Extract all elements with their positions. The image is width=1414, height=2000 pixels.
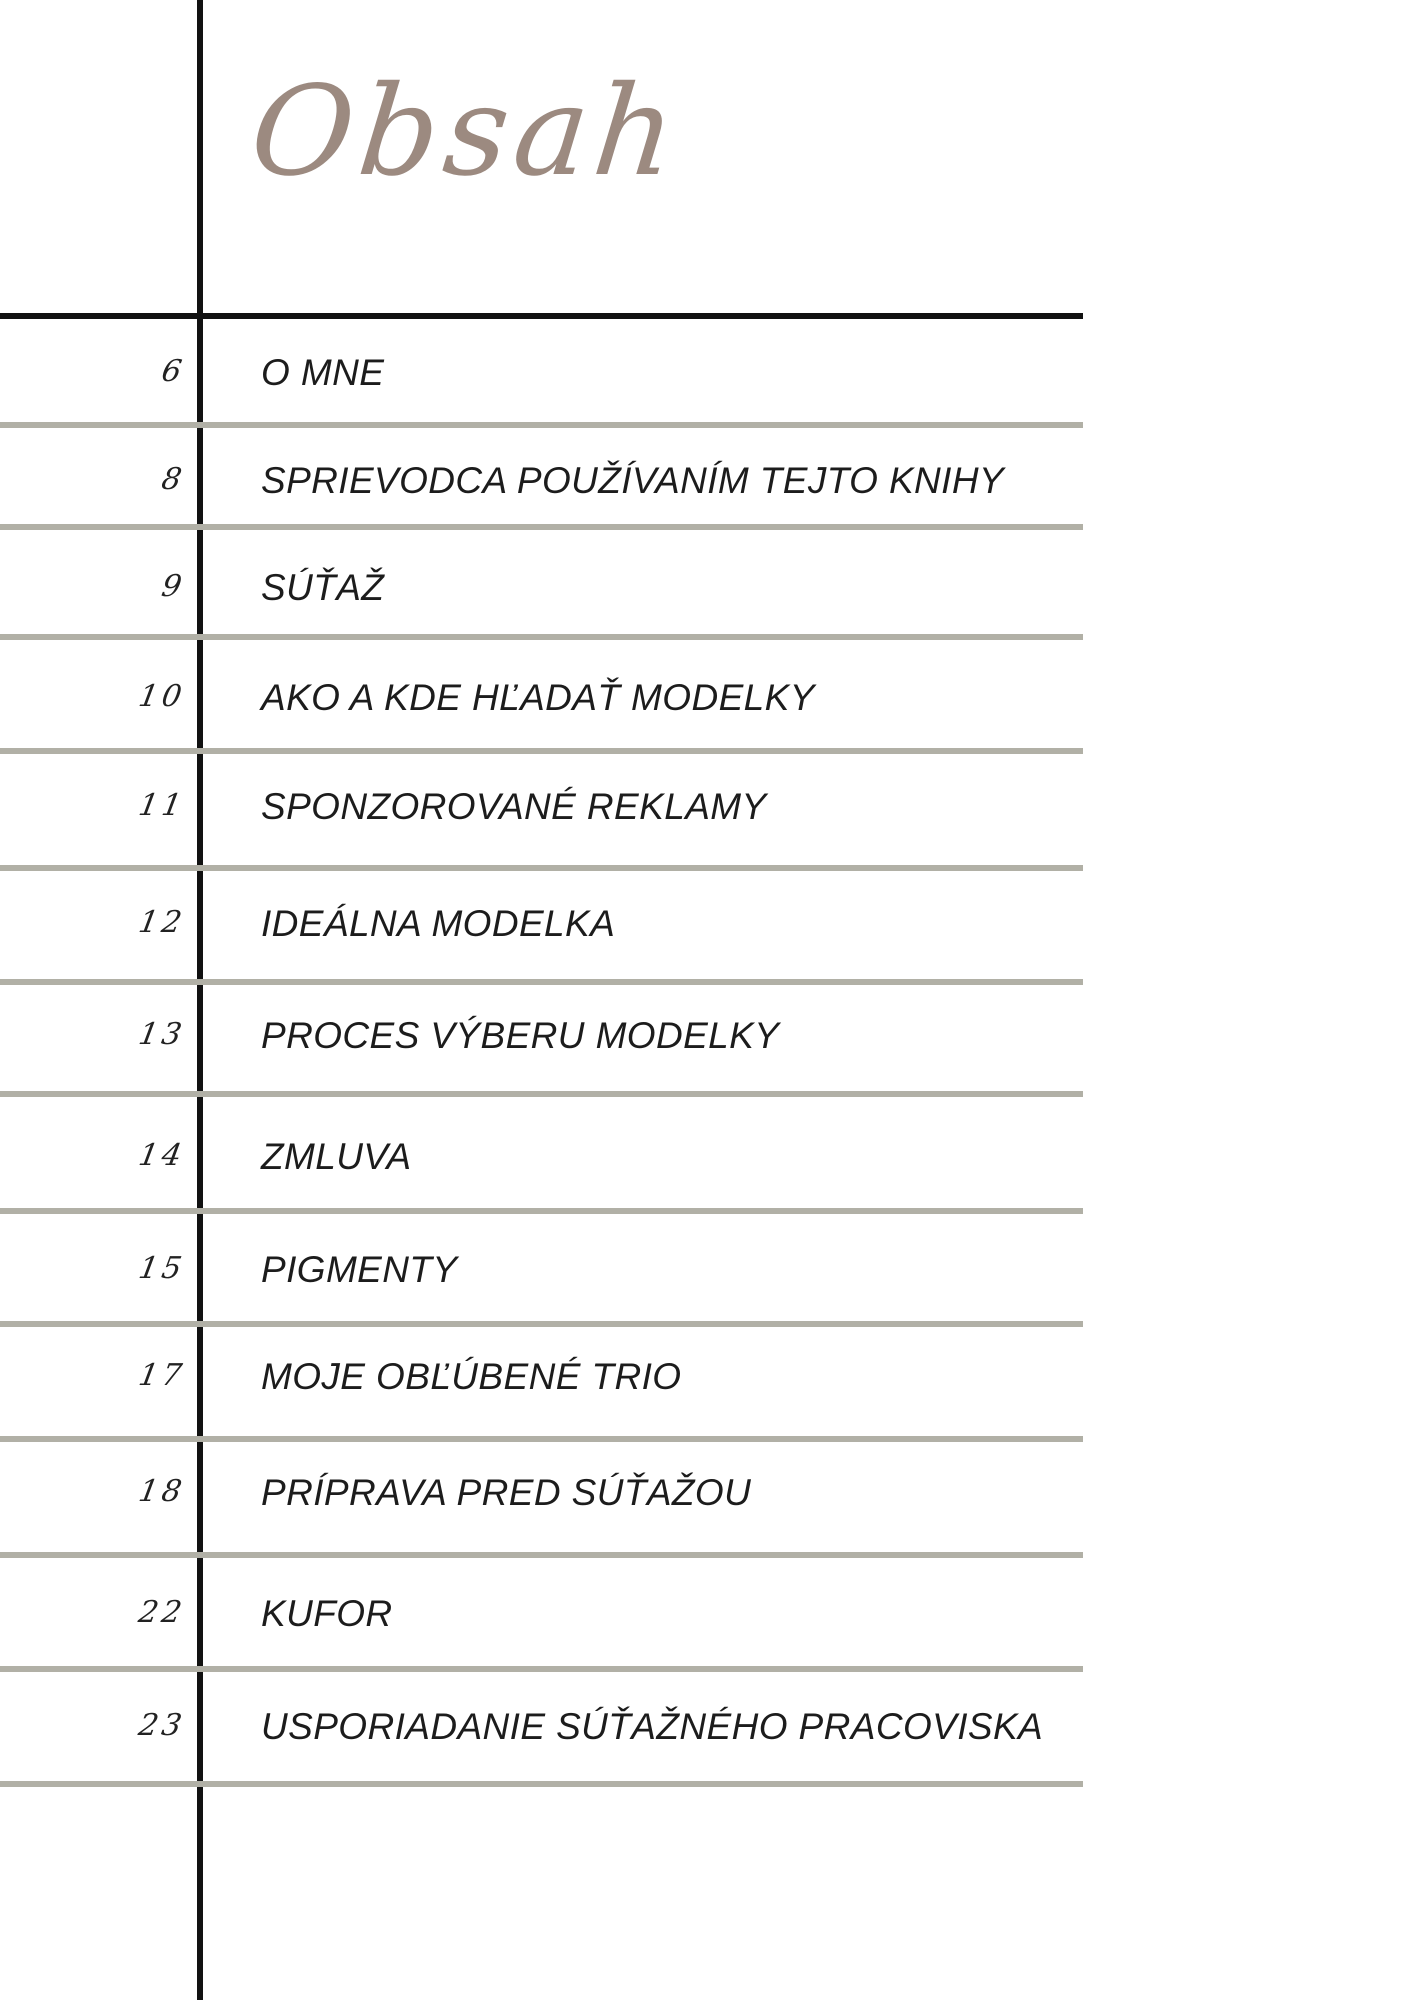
toc-page-number: 8 [158,462,189,497]
toc-entry-label: MOJE OBĽÚBENÉ TRIO [261,1356,682,1397]
toc-entry-label: SÚŤAŽ [261,567,385,608]
toc-separator [0,979,1083,985]
toc-entry-label: AKO A KDE HĽADAŤ MODELKY [261,677,815,718]
toc-page-number: 11 [135,788,189,823]
toc-separator [0,422,1083,428]
toc-entry-label: SPONZOROVANÉ REKLAMY [261,786,767,827]
toc-separator [0,524,1083,530]
toc-page-number: 10 [135,679,189,714]
toc-entry-label: PRÍPRAVA PRED SÚŤAŽOU [261,1472,752,1513]
toc-page-number: 9 [158,569,189,604]
toc-separator [0,1208,1083,1214]
toc-separator [0,1436,1083,1442]
toc-entry-label: SPRIEVODCA POUŽÍVANÍM TEJTO KNIHY [261,460,1005,501]
toc-separator [0,634,1083,640]
toc-page-number: 12 [135,905,189,940]
toc-page-number: 18 [135,1474,189,1509]
toc-page-number: 23 [135,1708,189,1743]
toc-page-number: 6 [158,354,189,389]
toc-entry-label: KUFOR [261,1593,393,1634]
toc-page-number: 13 [135,1017,189,1052]
toc-separator [0,1552,1083,1558]
toc-separator [0,748,1083,754]
toc-entry-label: PROCES VÝBERU MODELKY [261,1015,780,1056]
toc-entry-label: IDEÁLNA MODELKA [261,903,616,944]
toc-separator [0,865,1083,871]
toc-page-number: 15 [135,1251,189,1286]
toc-separator [0,1321,1083,1327]
page-title: Obsah [244,60,689,204]
toc-separator [0,1666,1083,1672]
toc-page-number: 14 [135,1138,189,1173]
toc-entry-label: USPORIADANIE SÚŤAŽNÉHO PRACOVISKA [261,1706,1044,1747]
toc-page-number: 17 [135,1358,189,1393]
toc-entry-label: ZMLUVA [261,1136,412,1177]
toc-entry-label: O MNE [261,352,385,393]
toc-separator [0,1091,1083,1097]
toc-separator [0,1781,1083,1787]
toc-entry-label: PIGMENTY [261,1249,458,1290]
toc-page-number: 22 [135,1595,189,1630]
